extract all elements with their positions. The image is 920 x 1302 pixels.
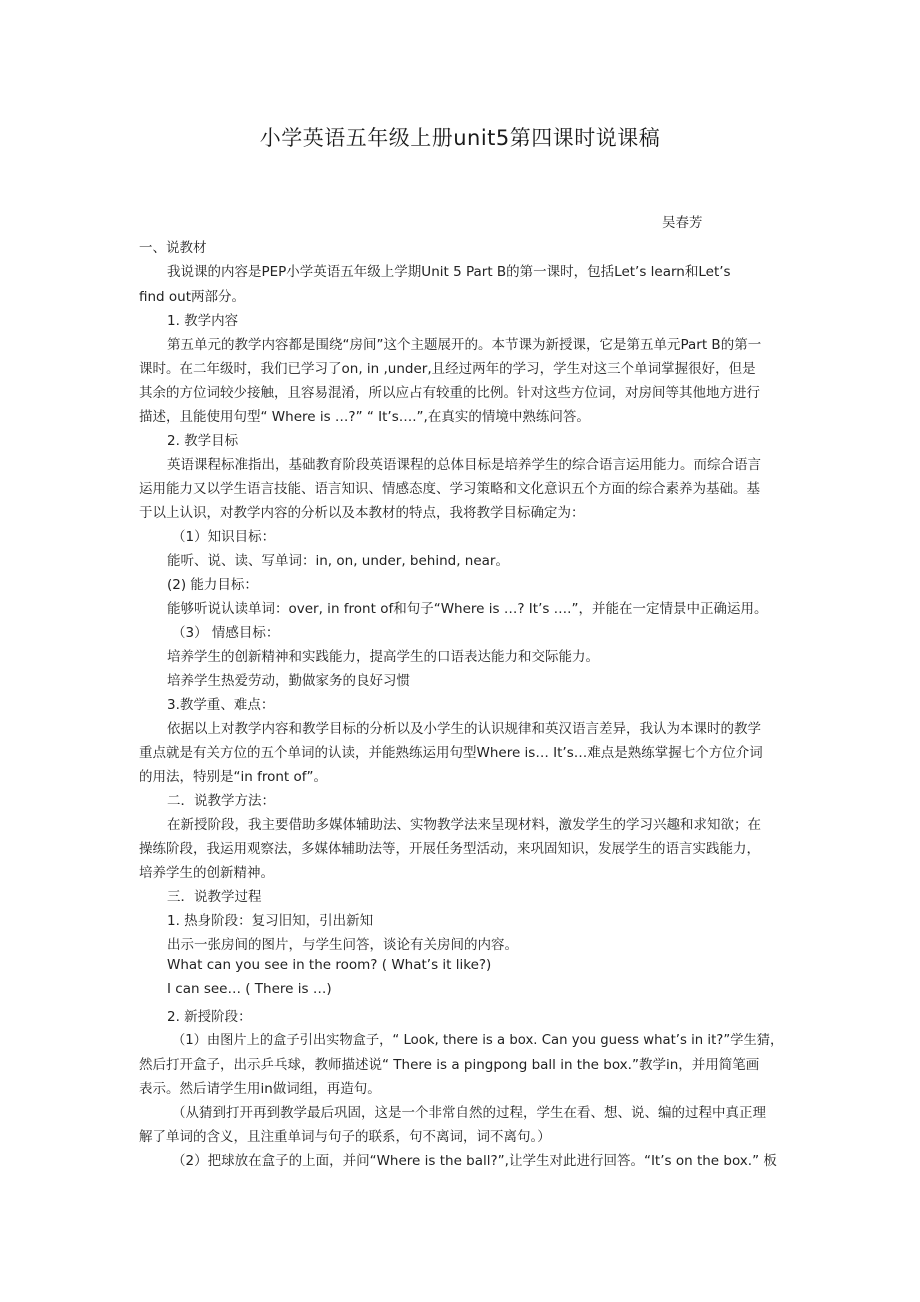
goal-heading: (2) 能力目标： — [167, 577, 258, 593]
subsection-heading: 3.教学重、难点： — [167, 697, 275, 713]
paragraph-line: （1）由图片上的盒子引出实物盒子，“ Look, there is a box. Can you guess what’s in it?”学生猜， — [172, 1033, 784, 1048]
section-heading: 三．说教学过程 — [167, 889, 262, 905]
paragraph-line: 第五单元的教学内容都是围绕“房间”这个主题展开的。本节课为新授课，它是第五单元Part B的第一 — [167, 337, 762, 353]
paragraph-line: 然后打开盒子，出示乒乓球，教师描述说“ There is a pingpong ball in the box.”教学in，并用简笔画 — [139, 1057, 760, 1073]
paragraph-line: 在新授阶段，我主要借助多媒体辅助法、实物教学法来呈现材料，激发学生的学习兴趣和求知欲；在 — [167, 817, 761, 833]
paragraph-line: 英语课程标准指出，基础教育阶段英语课程的总体目标是培养学生的综合语言运用能力。而综合语言 — [167, 457, 761, 473]
paragraph-line: 出示一张房间的图片，与学生问答，谈论有关房间的内容。 — [167, 937, 518, 953]
goal-heading: （3） 情感目标： — [172, 625, 280, 641]
paragraph-line: I can see… ( There is …) — [167, 981, 332, 997]
paragraph-line: 于以上认识，对教学内容的分析以及本教材的特点，我将教学目标确定为： — [139, 505, 585, 521]
section-heading: 一、说教材 — [139, 240, 207, 256]
paragraph-line: 培养学生的创新精神和实践能力，提高学生的口语表达能力和交际能力。 — [167, 649, 599, 665]
paragraph-line: 能听、说、读、写单词：in, on, under, behind, near。 — [167, 553, 509, 569]
paragraph-line: 能够听说认读单词：over, in front of和句子“Where is …? It’s ….”，并能在一定情景中正确运用。 — [167, 601, 768, 617]
author-name: 吴春芳 — [662, 215, 703, 231]
subsection-heading: 2. 教学目标 — [167, 433, 239, 449]
subsection-heading: 1. 热身阶段：复习旧知，引出新知 — [167, 913, 374, 929]
goal-heading: （1）知识目标： — [172, 529, 276, 545]
paragraph-line: （2）把球放在盒子的上面，并问“Where is the ball?”,让学生对此进行回答。“It’s on the box.” 板 — [172, 1153, 777, 1169]
paragraph-line: 运用能力又以学生语言技能、语言知识、情感态度、学习策略和文化意识五个方面的综合素养为基础。基 — [139, 481, 760, 497]
paragraph-line: （从猜到打开再到教学最后巩固，这是一个非常自然的过程，学生在看、想、说、编的过程中真正理 — [172, 1105, 766, 1121]
section-heading: 二．说教学方法： — [167, 793, 275, 809]
subsection-heading: 1. 教学内容 — [167, 313, 239, 329]
paragraph-line: 操练阶段，我运用观察法，多媒体辅助法等，开展任务型活动，来巩固知识，发展学生的语言实践能力， — [139, 841, 760, 857]
document-title: 小学英语五年级上册unit5第四课时说课稿 — [259, 126, 661, 150]
paragraph-line: 其余的方位词较少接触，且容易混淆，所以应占有较重的比例。针对这些方位词，对房间等其他地方进行 — [139, 385, 760, 401]
paragraph-line: 培养学生的创新精神。 — [139, 865, 274, 881]
paragraph-line: 重点就是有关方位的五个单词的认读，并能熟练运用句型Where is… It’s…难点是熟练掌握七个方位介词 — [139, 745, 763, 761]
paragraph-line: 培养学生热爱劳动，勤做家务的良好习惯 — [167, 673, 410, 689]
paragraph-line: 依据以上对教学内容和教学目标的分析以及小学生的认识规律和英汉语言差异，我认为本课时的教学 — [167, 721, 761, 737]
paragraph-line: 的用法，特别是“in front of”。 — [139, 769, 328, 785]
paragraph-line: 我说课的内容是PEP小学英语五年级上学期Unit 5 Part B的第一课时，包括Let’s learn和Let’s — [167, 264, 731, 280]
subsection-heading: 2. 新授阶段： — [167, 1009, 252, 1025]
paragraph-line: What can you see in the room? ( What’s it like?) — [167, 957, 492, 973]
paragraph-line: 表示。然后请学生用in做词组，再造句。 — [139, 1081, 381, 1097]
paragraph-line: 课时。在二年级时，我们已学习了on, in ,under,且经过两年的学习，学生对这三个单词掌握很好，但是 — [139, 361, 756, 377]
paragraph-line: 描述，且能使用句型“ Where is …?” “ It’s….”,在真实的情境中熟练问答。 — [139, 409, 590, 425]
paragraph-line: find out两部分。 — [139, 289, 246, 305]
paragraph-line: 解了单词的含义，且注重单词与句子的联系，句不离词，词不离句。） — [139, 1129, 551, 1145]
